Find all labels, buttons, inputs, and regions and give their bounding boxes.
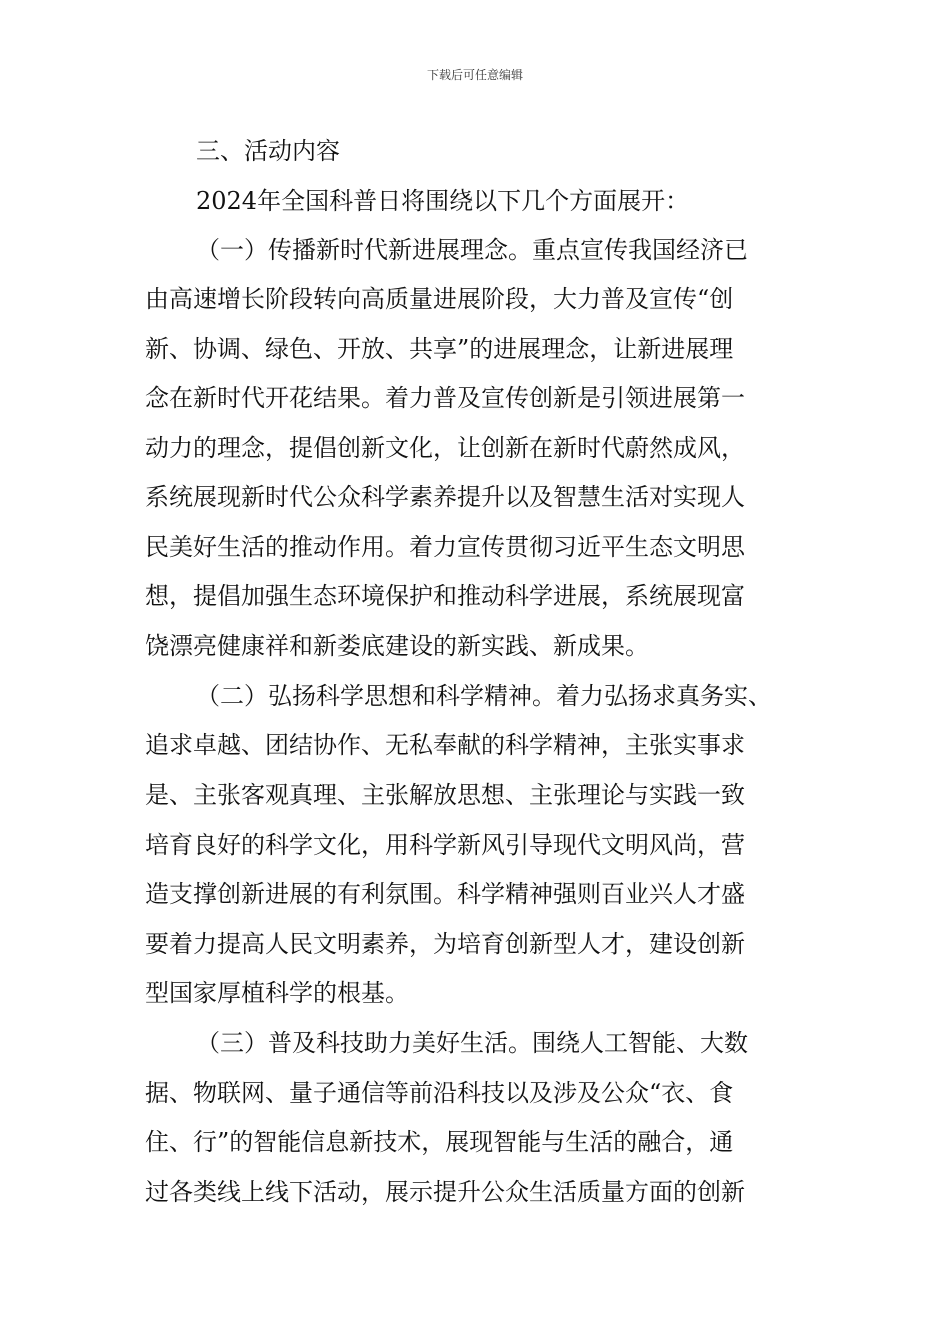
paragraph-line: （三）普及科技助力美好生活。围绕人工智能、大数: [196, 1029, 748, 1057]
paragraph-line: 新、协调、绿色、开放、共享”的进展理念，让新进展理: [145, 335, 734, 363]
paragraph-line: 据、物联网、量子通信等前沿科技以及涉及公众“衣、食: [145, 1079, 734, 1107]
page-header: 下载后可任意编辑: [426, 68, 523, 82]
paragraph-line: 要着力提高人民文明素养，为培育创新型人才，建设创新: [145, 930, 745, 958]
paragraph-line: 过各类线上线下活动，展示提升公众生活质量方面的创新: [145, 1178, 745, 1206]
paragraph-line: 追求卓越、团结协作、无私奉献的科学精神，主张实事求: [145, 731, 745, 759]
intro-line: 2024年全国科普日将围绕以下几个方面展开：: [196, 187, 690, 215]
paragraph-line: 型国家厚植科学的根基。: [145, 979, 409, 1007]
paragraph-line: 造支撑创新进展的有利氛围。科学精神强则百业兴人才盛: [145, 880, 745, 908]
paragraph-line: 由高速增长阶段转向高质量进展阶段，大力普及宣传“创: [145, 285, 734, 313]
paragraph-line: 住、行”的智能信息新技术，展现智能与生活的融合，通: [145, 1128, 734, 1156]
paragraph-line: 想，提倡加强生态环境保护和推动科学进展，系统展现富: [145, 582, 745, 610]
section-heading: 三、活动内容: [196, 137, 340, 165]
paragraph-line: （一）传播新时代新进展理念。重点宣传我国经济已: [196, 236, 748, 264]
paragraph-line: 民美好生活的推动作用。着力宣传贯彻习近平生态文明思: [145, 533, 745, 561]
paragraph-line: 念在新时代开花结果。着力普及宣传创新是引领进展第一: [145, 384, 745, 412]
paragraph-line: 培育良好的科学文化，用科学新风引导现代文明风尚，营: [145, 831, 745, 859]
paragraph-line: 动力的理念，提倡创新文化，让创新在新时代蔚然成风，: [145, 434, 745, 462]
paragraph-line: 系统展现新时代公众科学素养提升以及智慧生活对实现人: [145, 483, 745, 511]
paragraph-line: 饶漂亮健康祥和新娄底建设的新实践、新成果。: [145, 632, 649, 660]
paragraph-line: 是、主张客观真理、主张解放思想、主张理论与实践一致: [145, 781, 745, 809]
paragraph-line: （二）弘扬科学思想和科学精神。着力弘扬求真务实、: [196, 682, 772, 710]
